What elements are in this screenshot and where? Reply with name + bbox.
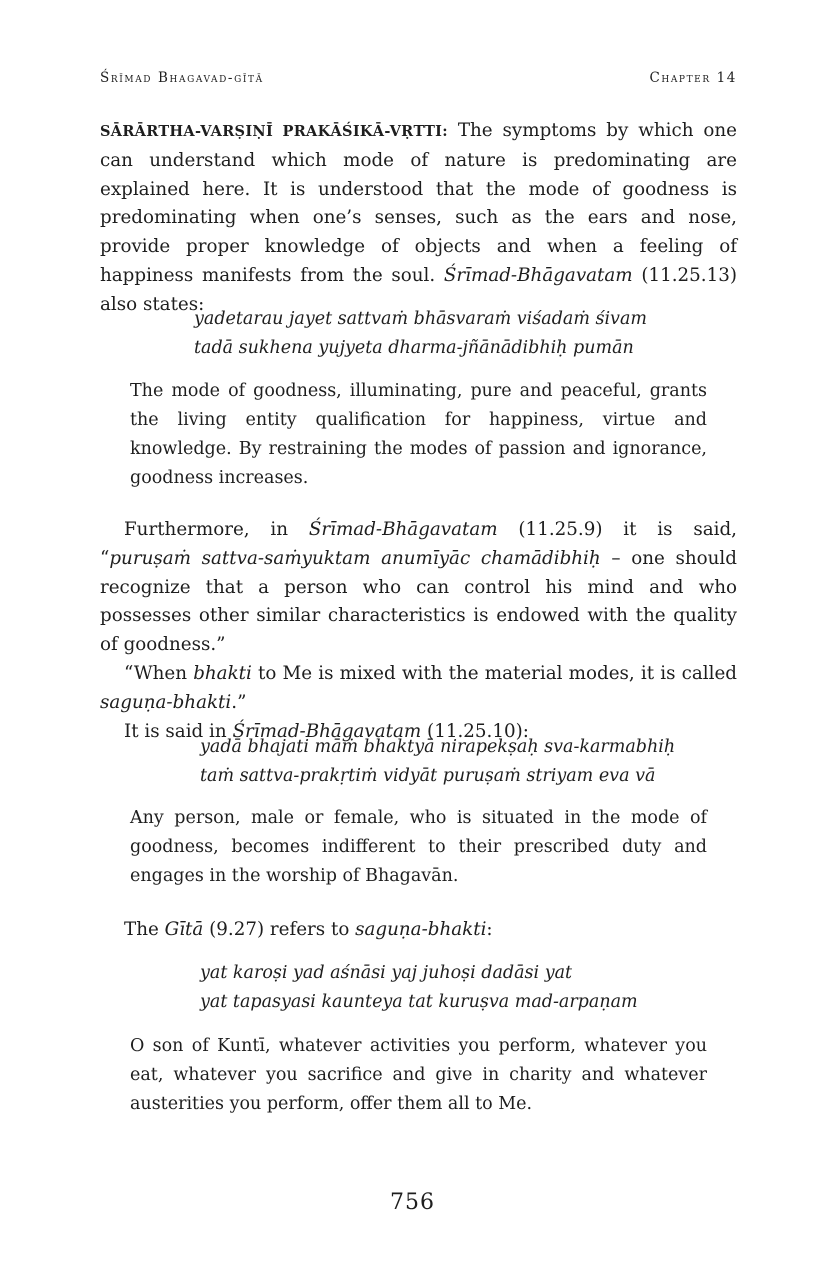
paragraph-when-bhakti <box>100 660 737 718</box>
commentary-text: The symptoms by which one can understand which mode of nature is predominating are explained here. It is understood that the mode of goodness is predominating when one’s senses, such as the ears and nose, provide proper knowledge of objects and when a feeling of happiness manifests from the soul. <box>100 120 737 286</box>
body-paragraphs <box>100 516 737 746</box>
text-run: (11.25.10): <box>421 720 529 742</box>
book-title-header: Śrīmad Bhagavad-gītā <box>100 70 264 86</box>
translation-text: The mode of goodness, illuminating, pure and peaceful, grants the living entity qualification for happiness, virtue and knowledge. By restraining the modes of passion and ignorance, goodness increases. <box>130 381 707 488</box>
text-run-italic: bhakti <box>193 662 252 684</box>
text-run: The <box>124 919 165 940</box>
verse-line: tadā sukhena yujyeta dharma-jñānādibhiḥ pumān <box>194 338 634 358</box>
verse-line: yadetarau jayet sattvaṁ bhāsvaraṁ viśadaṁ śivam <box>194 309 647 329</box>
commentary-heading: SĀRĀRTHA-VARṢIṆĪ PRAKĀŚIKĀ-VṚTTI: <box>100 123 448 140</box>
text-run-italic: Śrīmad-Bhāgavatam <box>232 720 422 742</box>
commentary-source-tail: (11.25.13) also states: <box>100 264 738 315</box>
chapter-header: Chapter 14 <box>649 70 737 86</box>
verse-line: yadā bhajati māṁ bhaktyā nirapekṣaḥ sva-karmabhiḥ <box>200 737 676 757</box>
text-run: (11.25.9) it is said, “ <box>100 519 737 569</box>
paragraph-gita-ref <box>100 916 737 945</box>
translation-block-3 <box>130 1032 707 1119</box>
text-run: .” <box>231 691 247 713</box>
translation-block-1 <box>130 377 707 493</box>
verse-block-2 <box>200 733 675 791</box>
paragraph-furthermore <box>100 516 737 660</box>
verse-line: taṁ sattva-prakṛtiṁ vidyāt puruṣaṁ striyam eva vā <box>200 766 656 786</box>
text-run-italic: puruṣaṁ sattva-saṁyuktam anumīyāc chamādibhiḥ <box>109 547 601 569</box>
text-run: to Me is mixed with the material modes, it is called <box>251 662 737 684</box>
translation-text: Any person, male or female, who is situated in the mode of goodness, becomes indifferent to their prescribed duty and engages in the worship of Bhagavān. <box>130 808 707 886</box>
page-number: 756 <box>390 1190 435 1215</box>
text-run-italic: saguṇa-bhakti <box>355 919 487 940</box>
verse-block-1 <box>194 305 647 363</box>
text-run: Furthermore, in <box>124 519 309 540</box>
text-run: – one should recognize that a person who can control his mind and who possesses other similar characteristics is endowed with the quality of goodness.” <box>100 547 737 656</box>
text-run-italic: Gītā <box>164 919 204 940</box>
text-run: It is said in <box>124 720 233 742</box>
verse-block-3 <box>200 959 638 1017</box>
translation-block-2 <box>130 804 707 891</box>
verse-line: yat karoṣi yad aśnāsi yaj juhoṣi dadāsi yat <box>200 963 573 983</box>
commentary-source: Śrīmad-Bhāgavatam <box>443 264 633 286</box>
text-run: : <box>486 919 493 940</box>
text-run-italic: saguṇa-bhakti <box>100 691 232 713</box>
text-run: (9.27) refers to <box>203 919 356 940</box>
text-run-italic: Śrīmad-Bhāgavatam <box>308 519 498 540</box>
commentary-paragraph <box>100 117 737 320</box>
translation-text: O son of Kuntī, whatever activities you perform, whatever you eat, whatever you sacrifice and give in charity and whatever austerities you perform, offer them all to Me. <box>130 1036 707 1114</box>
text-run: “When <box>124 662 194 684</box>
verse-line: yat tapasyasi kaunteya tat kuruṣva mad-arpaṇam <box>200 992 638 1012</box>
